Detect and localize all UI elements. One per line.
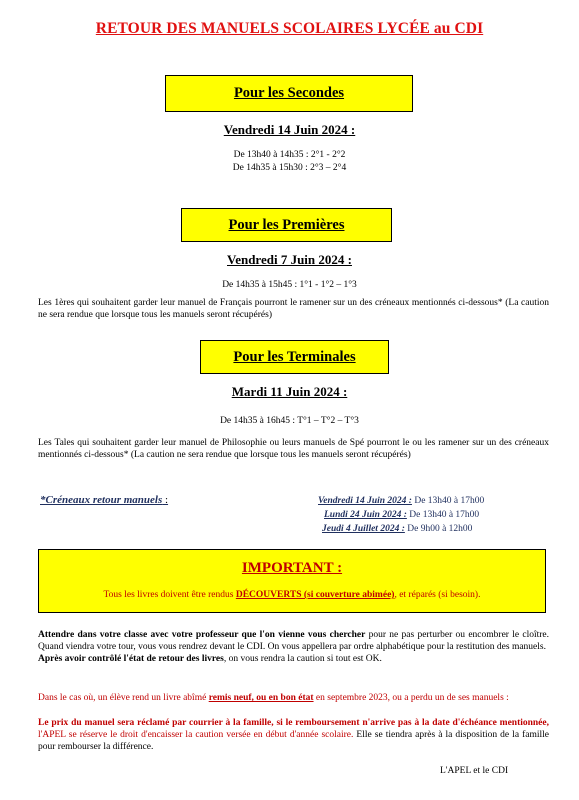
important-text-before: Tous les livres doivent être rendus xyxy=(103,590,236,600)
instructions-p1-rest: pour ne pas perturber ou encombrer le cloître. Quand viendra votre tour, vous vous rendrez devant le CDI. On vous appellera par ordre alphabétique pour la restitution des manuels. xyxy=(38,630,549,653)
instructions-p2-bold: Après avoir contrôlé l'état de retour des livres xyxy=(38,654,224,665)
premieres-date: Vendredi 7 Juin 2024 : xyxy=(227,252,352,267)
creneaux-label-text: *Créneaux retour manuels xyxy=(40,494,163,506)
terminales-slot-1: De 14h35 à 16h45 : T°1 – T°2 – T°3 xyxy=(220,416,359,426)
warning-w1-b: remis neuf, ou en bon état xyxy=(208,693,314,703)
warning-paragraph xyxy=(38,692,549,704)
terminales-heading: Pour les Terminales xyxy=(233,348,356,365)
premieres-slot-1: De 14h35 à 15h45 : 1°1 - 1°2 – 1°3 xyxy=(222,280,357,290)
creneaux-label xyxy=(40,494,168,506)
creneau-row-3 xyxy=(322,523,472,535)
warning-w1-a: Dans le cas où, un élève rend un livre abîmé xyxy=(38,693,209,703)
instructions-p2-rest: , on vous rendra la caution si tout est OK. xyxy=(223,654,382,665)
terminales-heading-box xyxy=(200,340,389,374)
warning-w1-c: en septembre 2023, ou a perdu un de ses manuels : xyxy=(313,693,509,703)
premieres-heading-box xyxy=(181,208,392,242)
warning-w2-bold: Le prix du manuel sera réclamé par courrier à la famille, si le remboursement n'arrive pas à la date d'échéance mentionnée, xyxy=(38,718,549,728)
premieres-heading: Pour les Premières xyxy=(228,216,345,233)
secondes-slot-2: De 14h35 à 15h30 : 2°3 – 2°4 xyxy=(232,163,347,173)
warning-w2-black: Elle se tiendra après à la disposition de la famille pour rembourser la différence. xyxy=(38,730,549,753)
warning-paragraph-2 xyxy=(38,717,549,754)
creneau-hours: De 13h40 à 17h00 xyxy=(411,496,485,506)
terminales-date: Mardi 11 Juin 2024 : xyxy=(231,384,348,399)
creneau-row-2 xyxy=(324,509,479,521)
page-title: RETOUR DES MANUELS SCOLAIRES LYCÉE au CDI xyxy=(95,20,484,37)
secondes-heading-box xyxy=(165,75,413,112)
instructions-p1-bold: Attendre dans votre classe avec votre professeur que l'on vienne vous chercher xyxy=(38,630,366,640)
creneau-day: Vendredi 14 Juin 2024 : xyxy=(318,496,412,506)
secondes-slot-1: De 13h40 à 14h35 : 2°1 - 2°2 xyxy=(233,150,346,160)
terminales-note: Les Tales qui souhaitent garder leur manuel de Philosophie ou leurs manuels de Spé pourront le ou les ramener sur un des créneaux mentionnés ci-dessous* (La caution ne sera rendue que lorsque tous les manuels seront récupérés) xyxy=(38,438,549,461)
important-text-after: , et réparés (si besoin). xyxy=(394,590,481,600)
signature: L'APEL et le CDI xyxy=(440,766,509,776)
instructions-paragraph xyxy=(38,629,549,666)
important-text xyxy=(39,590,545,600)
creneau-day: Jeudi 4 Juillet 2024 : xyxy=(322,524,405,534)
creneau-hours: De 13h40 à 17h00 xyxy=(406,510,480,520)
warning-w2-red: l'APEL se réserve le droit d'encaisser la caution versée en début d'année scolaire. xyxy=(38,730,354,741)
creneau-day: Lundi 24 Juin 2024 : xyxy=(324,510,407,520)
creneau-hours: De 9h00 à 12h00 xyxy=(404,524,473,534)
creneau-row-1 xyxy=(318,495,484,507)
important-box xyxy=(38,549,546,613)
secondes-heading: Pour les Secondes xyxy=(233,85,345,101)
premieres-note: Les 1ères qui souhaitent garder leur manuel de Français pourront le ramener sur un des créneaux mentionnés ci-dessous* (La caution ne sera rendue que lorsque tous les manuels seront récupérés) xyxy=(38,298,549,321)
secondes-date: Vendredi 14 Juin 2024 : xyxy=(223,122,356,137)
important-text-strong: DÉCOUVERTS (si couverture abimée) xyxy=(235,590,395,600)
creneaux-label-colon: : xyxy=(165,494,169,506)
important-title: IMPORTANT : xyxy=(241,560,343,576)
